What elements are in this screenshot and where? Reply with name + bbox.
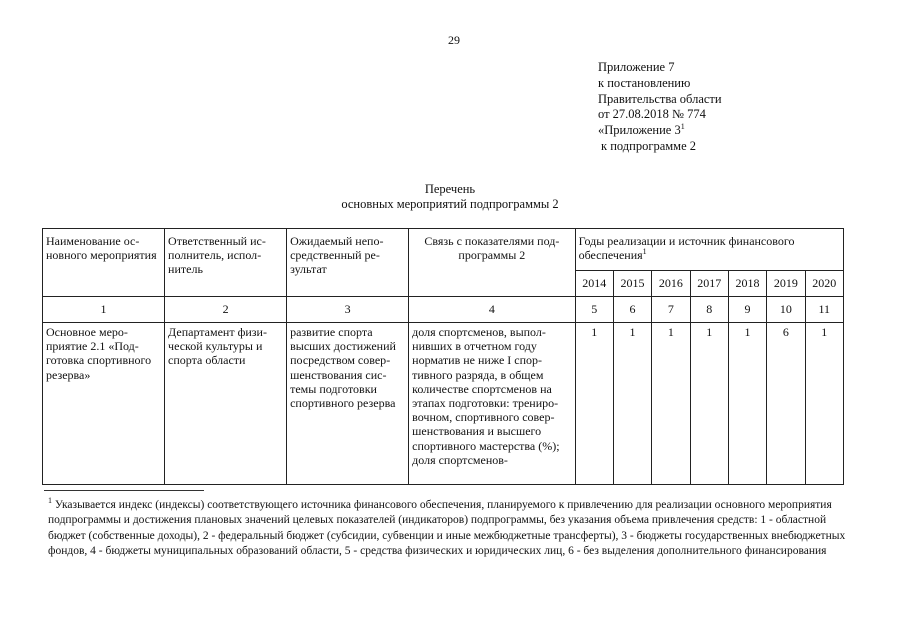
- header-result: Ожидаемый непосредственный результат: [287, 229, 409, 297]
- appendix-line: к постановлению: [598, 75, 691, 90]
- appendix-ref: «Приложение 3: [598, 123, 681, 138]
- title-line: основных мероприятий подпрограммы 2: [341, 197, 559, 211]
- title-line: Перечень: [424, 182, 476, 196]
- year-cell: 2017: [690, 271, 728, 297]
- source-value: 1: [690, 323, 728, 485]
- footnote-marker: 1: [680, 122, 685, 132]
- footnote: [48, 498, 854, 560]
- appendix-line: Правительства области: [598, 91, 722, 106]
- year-cell: 2019: [767, 271, 805, 297]
- appendix-line: [598, 123, 722, 139]
- appendix-line: к подпрограмме 2: [601, 138, 696, 153]
- header-row: [43, 229, 844, 271]
- column-number: 6: [613, 297, 651, 323]
- year-cell: 2014: [575, 271, 613, 297]
- column-number: 4: [409, 297, 575, 323]
- source-value: 1: [575, 323, 613, 485]
- footnote-separator: [44, 490, 204, 491]
- source-value: 1: [728, 323, 766, 485]
- column-number: 5: [575, 297, 613, 323]
- column-number: 10: [767, 297, 805, 323]
- appendix-block: [598, 60, 722, 155]
- source-value: 1: [613, 323, 651, 485]
- measure-executor: Департамент физической культуры и спорта области: [165, 323, 287, 485]
- footnote-text: Указывается индекс (индексы) соответствующего источника финансового обеспечения, планируемого к привлечению для реализации основного мероприятия подпрограммы и достижения плановых значений целевых показателей (индикаторов) подпрограммы, без указания объема привлечения средств: 1 - областной бюджет (собственные доходы), 2 - федеральный бюджет (субсидии, субвенции и иные межбюджетные трансферты), 3 - бюджеты государственных внебюджетных фондов, 4 - бюджеты муниципальных образований области, 5 - средства физических и юридических лиц, 6 - без выделения дополнительного финансирования: [48, 499, 846, 558]
- source-value: 6: [767, 323, 805, 485]
- header-years-label: Годы реализации и источник финансового обеспечения: [578, 234, 795, 263]
- measure-link: доля спортсменов, выполнивших в отчетном году норматив не ниже I спортивного разряда, в общем количестве спортсменов на этапах подготовки: тренировочном, спортивного совершенствования и высшего спортивного мастерства (%); доля спортсменов-: [409, 323, 575, 485]
- column-number: 2: [165, 297, 287, 323]
- year-cell: 2020: [805, 271, 843, 297]
- column-number: 9: [728, 297, 766, 323]
- source-value: 1: [805, 323, 843, 485]
- document-title: [250, 182, 650, 212]
- year-cell: 2016: [652, 271, 690, 297]
- header-link: Связь с показателями подпрограммы 2: [409, 229, 575, 297]
- appendix-line: от 27.08.2018 № 774: [598, 107, 706, 122]
- column-number: 8: [690, 297, 728, 323]
- column-number: 3: [287, 297, 409, 323]
- header-years: [575, 229, 843, 271]
- appendix-line: Приложение 7: [598, 60, 675, 74]
- column-numbers-row: [43, 297, 844, 323]
- header-executor: Ответственный исполнитель, исполнитель: [165, 229, 287, 297]
- header-name: Наименование основного мероприятия: [43, 229, 165, 297]
- year-cell: 2018: [728, 271, 766, 297]
- column-number: 7: [652, 297, 690, 323]
- column-number: 11: [805, 297, 843, 323]
- footnote-marker: 1: [642, 247, 647, 257]
- page-number: 29: [448, 33, 460, 47]
- year-cell: 2015: [613, 271, 651, 297]
- table-row: [43, 323, 844, 485]
- measure-result: развитие спорта высших достижений посредством совершенствования системы подготовки спортивного резерва: [287, 323, 409, 485]
- footnote-marker: 1: [48, 496, 52, 505]
- column-number: 1: [43, 297, 165, 323]
- source-value: 1: [652, 323, 690, 485]
- measure-name: Основное мероприятие 2.1 «Подготовка спортивного резерва»: [43, 323, 165, 485]
- measures-table: [42, 228, 844, 485]
